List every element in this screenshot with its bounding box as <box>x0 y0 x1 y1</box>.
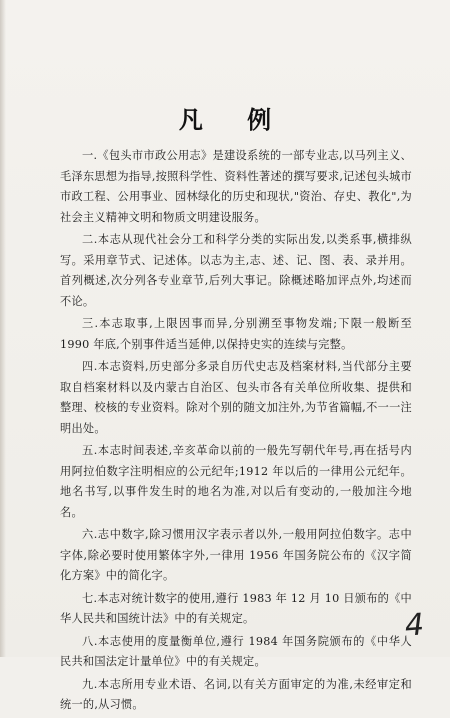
paragraph-3: 三.本志取事,上限因事而异,分别溯至事物发端;下限一般断至 1990 年底,个别事件适当延伸,以保持史实的连续与完整。 <box>60 317 412 351</box>
paragraph-5: 五.本志时间表述,辛亥革命以前的一般先写朝代年号,再在括号内用阿拉伯数字注明相应的公元纪年;1912 年以后的一律用公元纪年。地名书写,以事件发生时的地名为准,对以后有变动的,一般加注今地名。 <box>60 444 412 519</box>
paragraph-1: 一.《包头市市政公用志》是建设系统的一部专业志,以马列主义、毛泽东思想为指导,按照科学性、资料性著述的撰写要求,记述包头城市市政工程、公用事业、园林绿化的历史和现状,"资治、存史、教化",为社会主义精神文明和物质文明建设服务。 <box>60 149 412 224</box>
scan-edge-shadow <box>0 0 6 657</box>
body-text <box>60 146 412 718</box>
paragraph-9: 九.本志所用专业术语、名词,以有关方面审定的为准,未经审定和统一的,从习惯。 <box>60 677 412 711</box>
paragraph-2: 二.本志从现代社会分工和科学分类的实际出发,以类系事,横排纵写。采用章节式、记述体。以志为主,志、述、记、图、表、录并用。首列概述,次分列各专业章节,后列大事记。除概述略加评点外,均述而不论。 <box>60 233 412 308</box>
paragraph-7: 七.本志对统计数字的使用,遵行 1983 年 12 月 10 日颁布的《中华人民共和国统计法》中的有关规定。 <box>60 591 412 625</box>
paragraph-4: 四.本志资料,历史部分多录自历代史志及档案材料,当代部分主要取自档案材料以及内蒙古自治区、包头市各有关单位所收集、提供和整理、校核的专业资料。除对个别的随文加注外,为节省篇幅,不一一注明出处。 <box>60 360 412 435</box>
page-title: 凡 例 <box>178 105 290 134</box>
paragraph-8: 八.本志使用的度量衡单位,遵行 1984 年国务院颁布的《中华人民共和国法定计量单位》中的有关规定。 <box>60 634 412 668</box>
paragraph-6: 六.志中数字,除习惯用汉字表示者以外,一般用阿拉伯数字。志中字体,除必要时使用繁体字外,一律用 1956 年国务院公布的《汉字简化方案》中的简化字。 <box>60 528 412 582</box>
handwritten-page-number: 4 <box>403 607 426 644</box>
